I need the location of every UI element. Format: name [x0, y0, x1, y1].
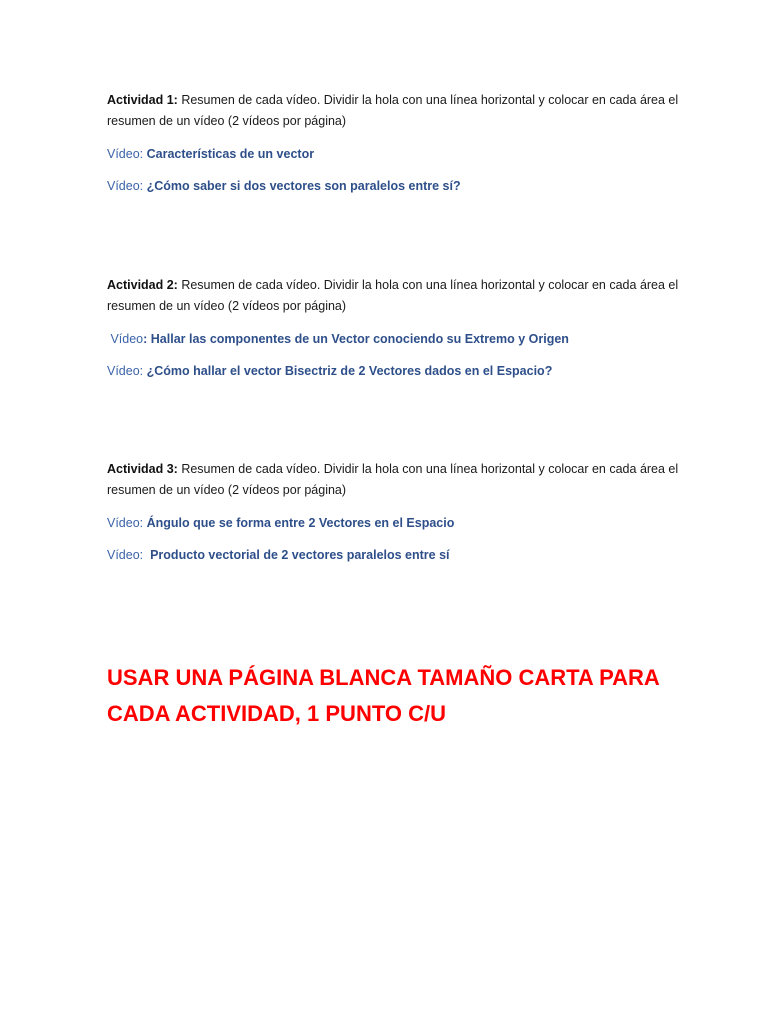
activity-2 [107, 275, 687, 381]
activity-3-video-2 [107, 545, 687, 565]
activity-1 [107, 90, 687, 196]
notice-heading: USAR UNA PÁGINA BLANCA TAMAÑO CARTA PARA CADA ACTIVIDAD, 1 PUNTO C/U [107, 665, 659, 726]
video-title: ¿Cómo saber si dos vectores son paralelos entre sí? [146, 179, 461, 193]
video-title: : Hallar las componentes de un Vector conociendo su Extremo y Origen [143, 332, 569, 346]
activity-3 [107, 459, 687, 565]
video-prefix: Vídeo: [107, 364, 147, 378]
activity-2-description [107, 275, 687, 316]
activity-1-video-1 [107, 144, 687, 164]
activity-2-label: Actividad 2: [107, 278, 178, 292]
video-title: Producto vectorial de 2 vectores paralelos entre sí [150, 548, 450, 562]
activity-3-text: Resumen de cada vídeo. Dividir la hola con una línea horizontal y colocar en cada área el resumen de un vídeo (2 vídeos por página) [107, 462, 679, 497]
activity-3-description [107, 459, 687, 500]
activity-2-video-2 [107, 361, 687, 381]
video-prefix: Vídeo [107, 332, 144, 346]
activity-3-video-1 [107, 513, 687, 533]
video-title: Características de un vector [146, 147, 315, 161]
video-prefix: Vídeo: [107, 179, 147, 193]
video-title: Ángulo que se forma entre 2 Vectores en el Espacio [146, 516, 455, 530]
activity-1-description [107, 90, 687, 131]
activity-2-video-1 [107, 329, 687, 349]
activity-1-label: Actividad 1: [107, 93, 178, 107]
video-prefix: Vídeo: [107, 516, 147, 530]
activity-1-text: Resumen de cada vídeo. Dividir la hola con una línea horizontal y colocar en cada área el resumen de un vídeo (2 vídeos por página) [107, 93, 679, 128]
activity-3-label: Actividad 3: [107, 462, 178, 476]
activity-1-video-2 [107, 176, 687, 196]
video-prefix: Vídeo: [107, 147, 147, 161]
video-prefix: Vídeo: [107, 548, 151, 562]
video-title: ¿Cómo hallar el vector Bisectriz de 2 Vectores dados en el Espacio? [146, 364, 553, 378]
activity-2-text: Resumen de cada vídeo. Dividir la hola con una línea horizontal y colocar en cada área el resumen de un vídeo (2 vídeos por página) [107, 278, 679, 313]
